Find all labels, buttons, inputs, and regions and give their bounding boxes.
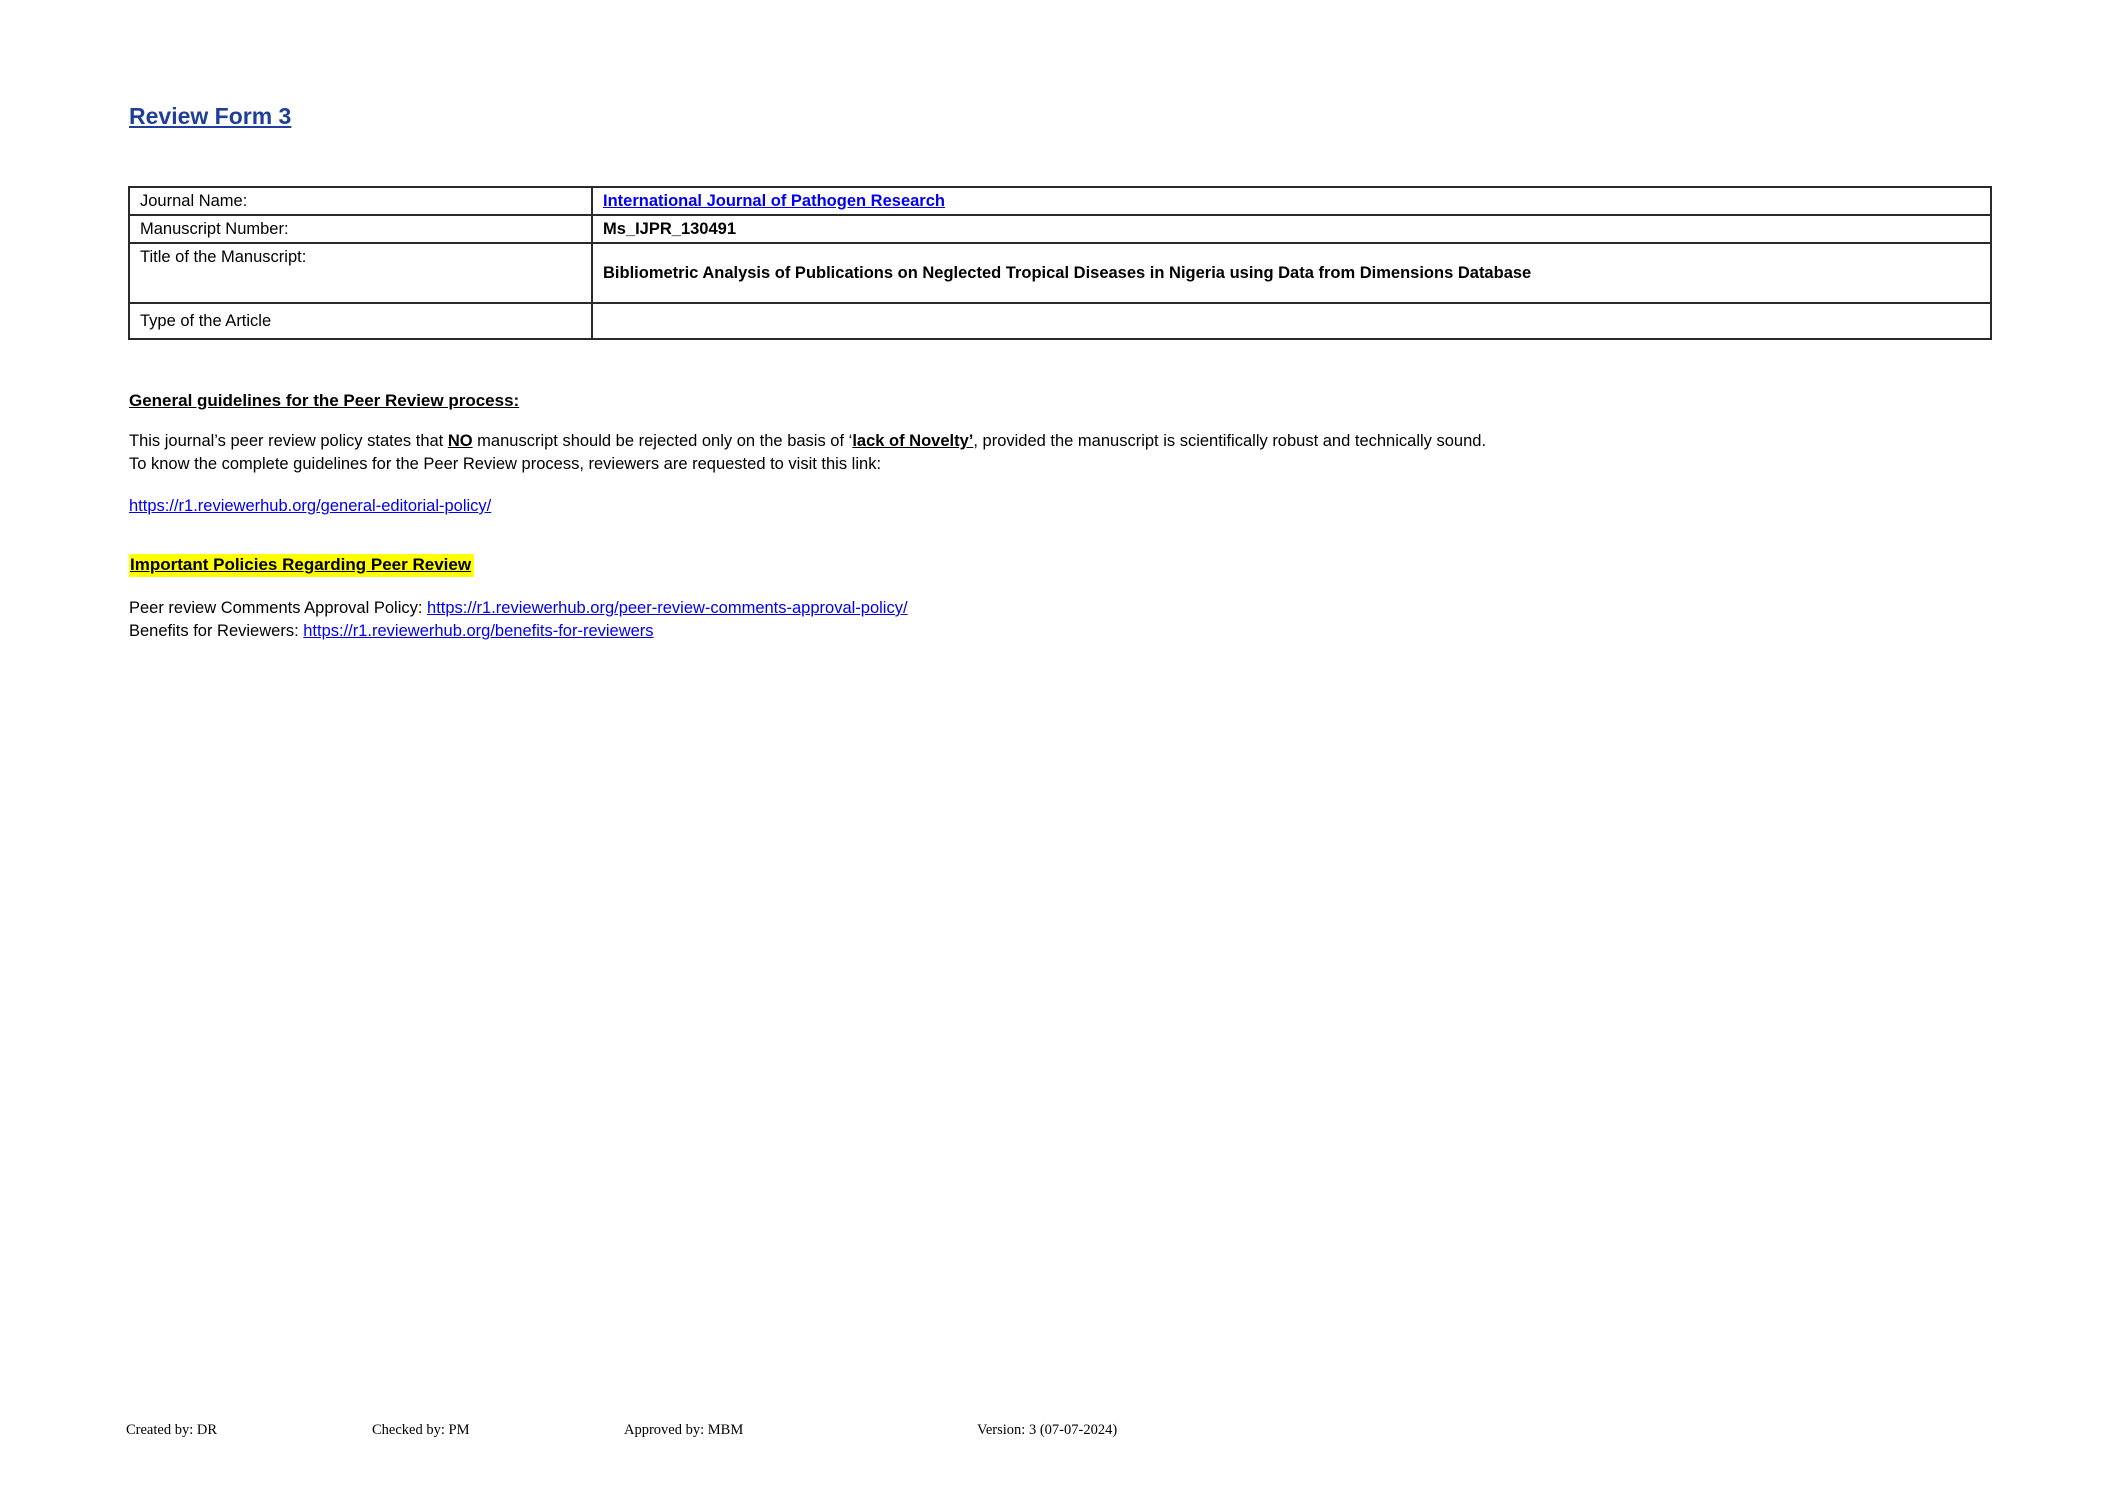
manuscript-title-label: Title of the Manuscript: — [129, 243, 592, 303]
guidelines-link-row — [129, 497, 491, 516]
policy-novelty-emphasis: lack of Novelty’ — [852, 432, 974, 450]
policy-text-suffix: , provided the manuscript is scientifically robust and technically sound. — [973, 432, 1487, 450]
manuscript-number-label: Manuscript Number: — [129, 215, 592, 243]
table-row-manuscript-title — [129, 243, 1991, 303]
general-editorial-policy-link[interactable]: https://r1.reviewerhub.org/general-editorial-policy/ — [129, 497, 492, 515]
table-row-journal-name — [129, 187, 1991, 215]
footer-approved-by: Approved by: MBM — [624, 1422, 744, 1438]
comments-approval-policy-label: Peer review Comments Approval Policy: — [129, 599, 428, 617]
benefits-for-reviewers-link[interactable]: https://r1.reviewerhub.org/benefits-for-reviewers — [303, 622, 654, 640]
policy-line2: To know the complete guidelines for the Peer Review process, reviewers are requested to visit this link: — [129, 455, 882, 473]
footer-version: Version: 3 (07-07-2024) — [977, 1422, 1118, 1438]
footer-created-by: Created by: DR — [126, 1422, 218, 1438]
policies-heading-wrap — [129, 554, 474, 577]
policy-no-emphasis: NO — [447, 432, 473, 450]
manuscript-title-value: Bibliometric Analysis of Publications on Neglected Tropical Diseases in Nigeria using Data from Dimensions Database — [592, 243, 1991, 303]
table-row-article-type — [129, 303, 1991, 339]
policy-text-prefix: This journal’s peer review policy states that — [129, 432, 448, 450]
page-title: Review Form 3 — [129, 103, 292, 129]
peer-review-policy-paragraph — [129, 430, 1849, 476]
benefits-for-reviewers-label: Benefits for Reviewers: — [129, 622, 304, 640]
policy-links-block — [129, 597, 908, 643]
policy-text-mid: manuscript should be rejected only on the basis of ‘ — [472, 432, 853, 450]
journal-name-label: Journal Name: — [129, 187, 592, 215]
journal-link[interactable]: International Journal of Pathogen Research — [603, 191, 945, 210]
footer-checked-by: Checked by: PM — [372, 1422, 470, 1438]
journal-name-value — [592, 187, 1991, 215]
comments-approval-policy-link[interactable]: https://r1.reviewerhub.org/peer-review-comments-approval-policy/ — [427, 599, 908, 617]
document-footer — [0, 1422, 2117, 1446]
manuscript-info-table — [128, 186, 1992, 340]
policies-heading: Important Policies Regarding Peer Review — [129, 554, 474, 577]
article-type-label: Type of the Article — [129, 303, 592, 339]
guidelines-heading: General guidelines for the Peer Review process: — [129, 391, 520, 410]
table-row-manuscript-number — [129, 215, 1991, 243]
manuscript-number-value: Ms_IJPR_130491 — [592, 215, 1991, 243]
article-type-value — [592, 303, 1991, 339]
